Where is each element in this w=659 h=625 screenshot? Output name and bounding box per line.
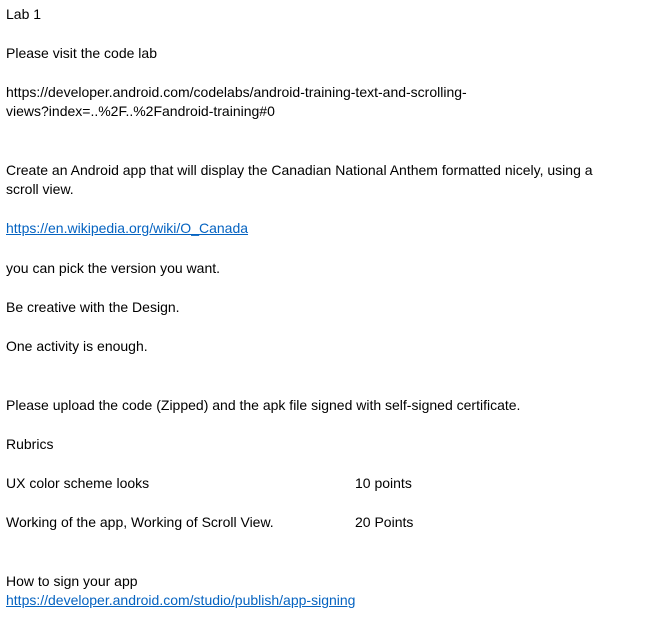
app-signing-heading: How to sign your app (6, 573, 138, 589)
rubrics-heading: Rubrics (6, 436, 54, 452)
version-note: you can pick the version you want. (6, 260, 221, 276)
codelab-url-line-2: views?index=..%2F..%2Fandroid-training#0 (6, 103, 275, 119)
rubric-points: 20 Points (355, 514, 414, 530)
visit-instruction: Please visit the code lab (6, 45, 157, 61)
design-note: Be creative with the Design. (6, 299, 180, 315)
rubric-points: 10 points (355, 475, 412, 491)
activity-note: One activity is enough. (6, 338, 148, 354)
lab-title: Lab 1 (6, 6, 42, 22)
task-description-line-1: Create an Android app that will display the Canadian National Anthem formatted nicely, using a (6, 162, 593, 178)
codelab-url-line-1: https://developer.android.com/codelabs/android-training-text-and-scrolling- (6, 84, 467, 100)
upload-instruction: Please upload the code (Zipped) and the apk file signed with self-signed certificate. (6, 397, 521, 413)
task-description-line-2: scroll view. (6, 181, 74, 197)
wikipedia-o-canada-link[interactable]: https://en.wikipedia.org/wiki/O_Canada (6, 220, 249, 236)
app-signing-link[interactable]: https://developer.android.com/studio/publish/app-signing (6, 592, 356, 608)
rubric-criterion: UX color scheme looks (6, 475, 150, 491)
rubric-criterion: Working of the app, Working of Scroll View. (6, 514, 274, 530)
